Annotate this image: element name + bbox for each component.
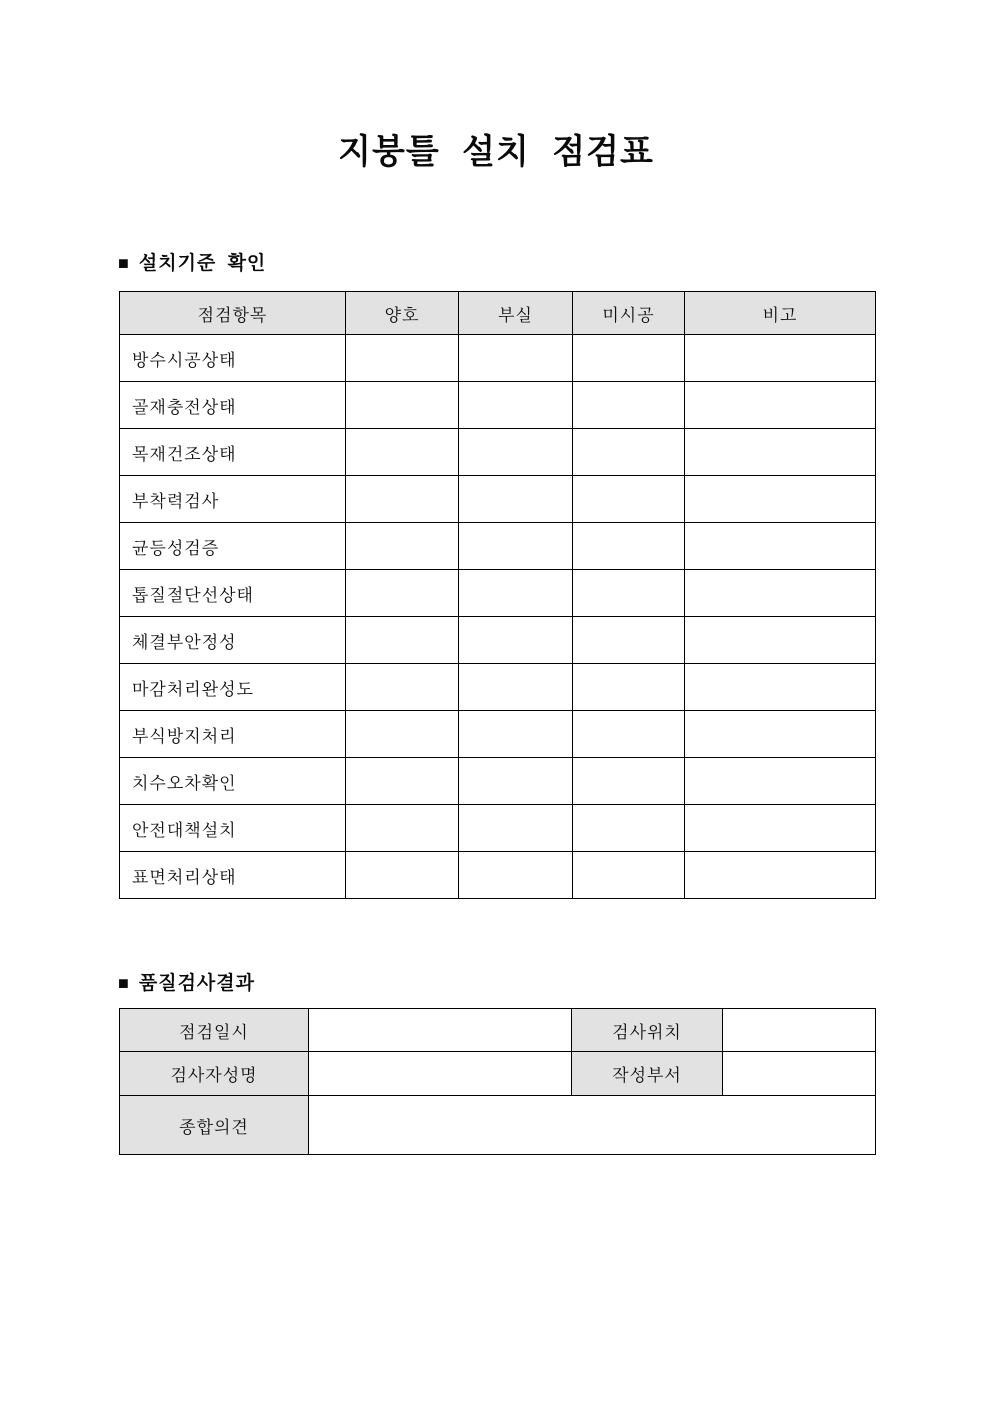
section-heading-quality-result: [118, 970, 992, 997]
check-cell-poor[interactable]: [459, 758, 573, 805]
table-row: [120, 523, 876, 570]
col-header-poor: 부실: [459, 292, 573, 335]
check-cell-good[interactable]: [346, 570, 459, 617]
table-row: [120, 1096, 876, 1155]
check-cell-poor[interactable]: [459, 570, 573, 617]
remarks-cell[interactable]: [685, 852, 876, 899]
check-cell-good[interactable]: [346, 852, 459, 899]
remarks-cell[interactable]: [685, 335, 876, 382]
item-name-cell: 부착력검사: [120, 476, 346, 523]
item-name-cell: 마감처리완성도: [120, 664, 346, 711]
col-header-remarks: 비고: [685, 292, 876, 335]
check-cell-poor[interactable]: [459, 711, 573, 758]
field-label-inspection-location: 검사위치: [572, 1009, 723, 1052]
remarks-cell[interactable]: [685, 570, 876, 617]
section-heading-install-criteria: [118, 250, 992, 277]
item-name-cell: 톱질절단선상태: [120, 570, 346, 617]
table-row: [120, 429, 876, 476]
item-name-cell: 치수오차확인: [120, 758, 346, 805]
field-label-writing-department: 작성부서: [572, 1052, 723, 1096]
square-bullet-icon: ■: [118, 973, 130, 993]
table-row: [120, 758, 876, 805]
item-name-cell: 골재충전상태: [120, 382, 346, 429]
check-cell-good[interactable]: [346, 758, 459, 805]
install-check-table: [119, 291, 876, 899]
field-label-inspection-datetime: 점검일시: [120, 1009, 309, 1052]
field-value-inspection-datetime[interactable]: [309, 1009, 572, 1052]
field-label-overall-opinion: 종합의견: [120, 1096, 309, 1155]
item-name-cell: 체결부안정성: [120, 617, 346, 664]
check-cell-not-constructed[interactable]: [573, 523, 685, 570]
check-cell-not-constructed[interactable]: [573, 429, 685, 476]
remarks-cell[interactable]: [685, 476, 876, 523]
table-row: [120, 335, 876, 382]
table-row: [120, 476, 876, 523]
check-cell-poor[interactable]: [459, 382, 573, 429]
check-cell-not-constructed[interactable]: [573, 335, 685, 382]
table-header-row: [120, 292, 876, 335]
col-header-item: 점검항목: [120, 292, 346, 335]
check-cell-good[interactable]: [346, 382, 459, 429]
check-cell-good[interactable]: [346, 523, 459, 570]
check-cell-good[interactable]: [346, 617, 459, 664]
check-cell-not-constructed[interactable]: [573, 711, 685, 758]
item-name-cell: 부식방지처리: [120, 711, 346, 758]
check-cell-good[interactable]: [346, 429, 459, 476]
table-row: [120, 382, 876, 429]
section-heading-label: 품질검사결과: [138, 973, 255, 994]
table-row: [120, 570, 876, 617]
table-row: [120, 1052, 876, 1096]
table-row: [120, 1009, 876, 1052]
square-bullet-icon: ■: [118, 253, 130, 273]
check-cell-not-constructed[interactable]: [573, 382, 685, 429]
table-row: [120, 852, 876, 899]
table-row: [120, 617, 876, 664]
check-cell-good[interactable]: [346, 476, 459, 523]
remarks-cell[interactable]: [685, 711, 876, 758]
check-cell-poor[interactable]: [459, 852, 573, 899]
quality-result-table: [119, 1008, 876, 1155]
table-row: [120, 664, 876, 711]
item-name-cell: 방수시공상태: [120, 335, 346, 382]
table-row: [120, 711, 876, 758]
check-cell-good[interactable]: [346, 805, 459, 852]
check-cell-poor[interactable]: [459, 429, 573, 476]
check-cell-poor[interactable]: [459, 805, 573, 852]
item-name-cell: 안전대책설치: [120, 805, 346, 852]
check-cell-poor[interactable]: [459, 617, 573, 664]
check-cell-good[interactable]: [346, 664, 459, 711]
page-title: 지붕틀 설치 점검표: [338, 133, 654, 171]
check-cell-poor[interactable]: [459, 335, 573, 382]
remarks-cell[interactable]: [685, 664, 876, 711]
item-name-cell: 목재건조상태: [120, 429, 346, 476]
remarks-cell[interactable]: [685, 429, 876, 476]
check-cell-not-constructed[interactable]: [573, 617, 685, 664]
col-header-not-constructed: 미시공: [573, 292, 685, 335]
check-cell-not-constructed[interactable]: [573, 664, 685, 711]
field-value-inspection-location[interactable]: [723, 1009, 876, 1052]
remarks-cell[interactable]: [685, 758, 876, 805]
table-row: [120, 805, 876, 852]
check-cell-good[interactable]: [346, 335, 459, 382]
check-cell-not-constructed[interactable]: [573, 570, 685, 617]
check-cell-not-constructed[interactable]: [573, 852, 685, 899]
field-value-writing-department[interactable]: [723, 1052, 876, 1096]
check-cell-not-constructed[interactable]: [573, 758, 685, 805]
check-cell-poor[interactable]: [459, 664, 573, 711]
item-name-cell: 균등성검증: [120, 523, 346, 570]
check-cell-not-constructed[interactable]: [573, 805, 685, 852]
field-value-overall-opinion[interactable]: [309, 1096, 876, 1155]
remarks-cell[interactable]: [685, 523, 876, 570]
remarks-cell[interactable]: [685, 617, 876, 664]
field-value-inspector-name[interactable]: [309, 1052, 572, 1096]
check-cell-good[interactable]: [346, 711, 459, 758]
check-cell-not-constructed[interactable]: [573, 476, 685, 523]
remarks-cell[interactable]: [685, 382, 876, 429]
col-header-good: 양호: [346, 292, 459, 335]
check-cell-poor[interactable]: [459, 476, 573, 523]
item-name-cell: 표면처리상태: [120, 852, 346, 899]
field-label-inspector-name: 검사자성명: [120, 1052, 309, 1096]
check-cell-poor[interactable]: [459, 523, 573, 570]
section-heading-label: 설치기준 확인: [138, 253, 267, 274]
remarks-cell[interactable]: [685, 805, 876, 852]
